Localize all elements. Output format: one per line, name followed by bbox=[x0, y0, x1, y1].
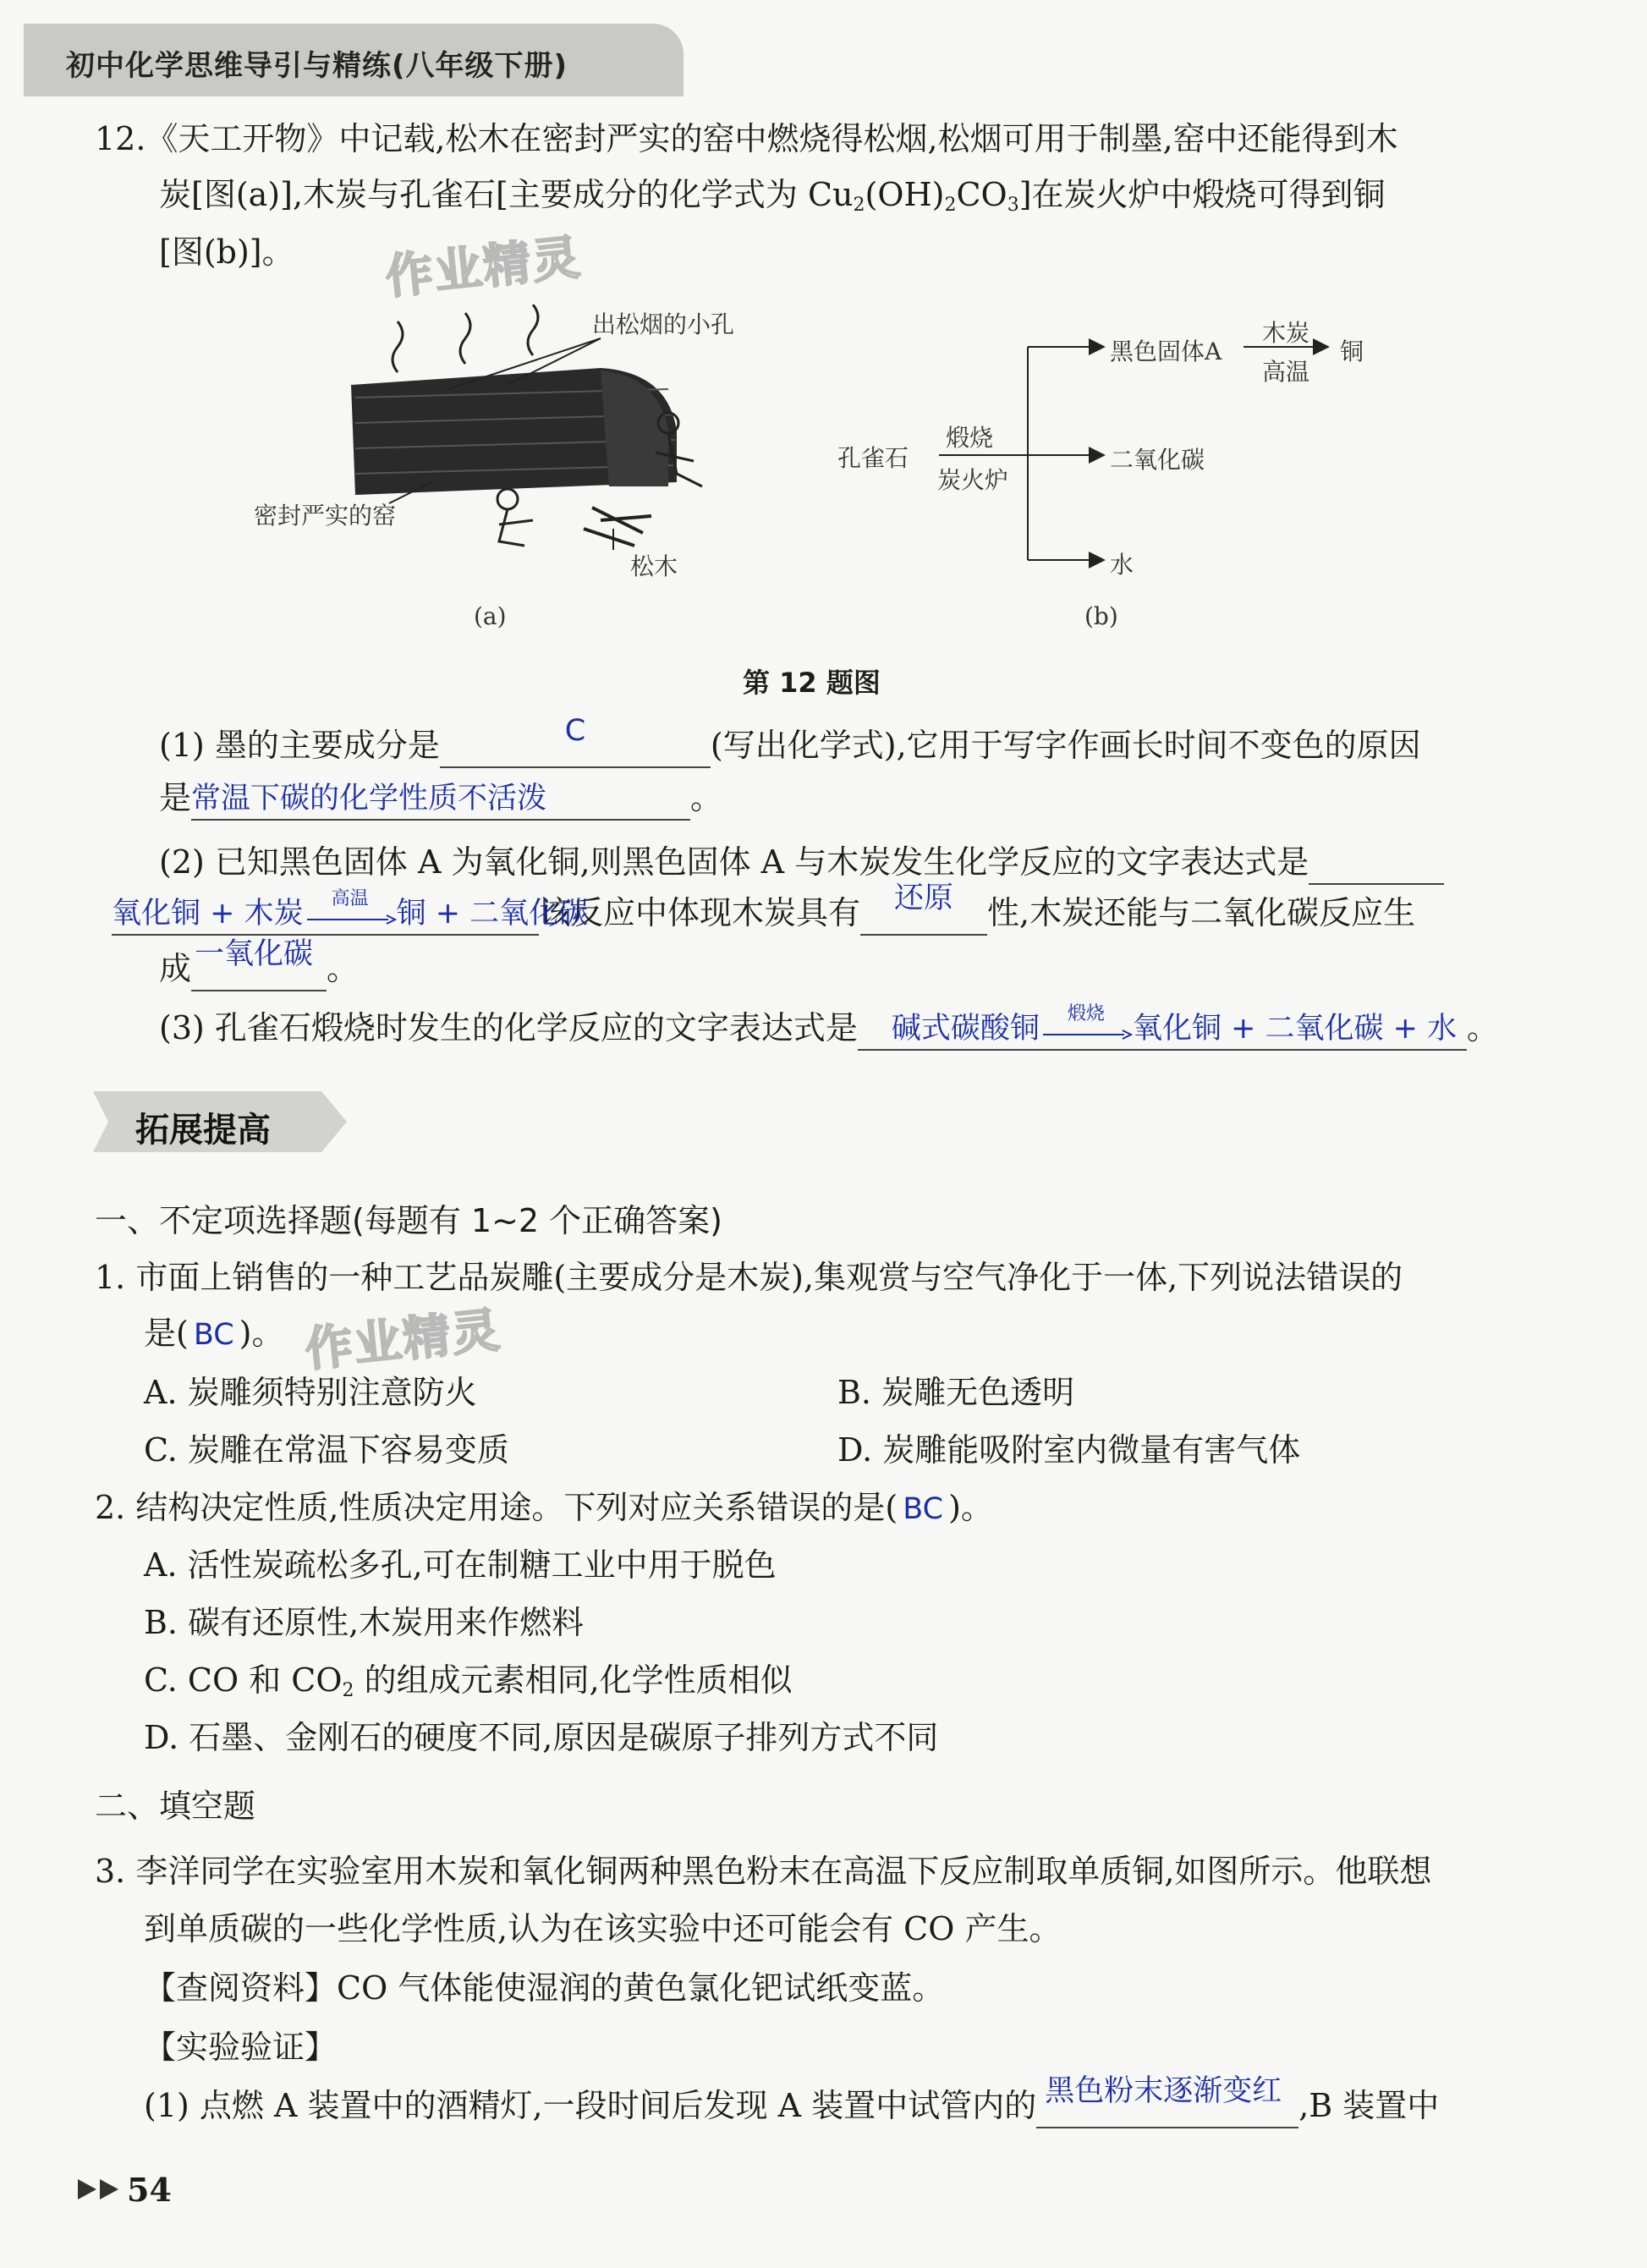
q2-option-b: B. 碳有还原性,木炭用来作燃料 bbox=[144, 1604, 585, 1641]
flow-product-co2: 二氧化碳 bbox=[1110, 446, 1205, 474]
q12-part3-line: (3) 孔雀石煅烧时发生的化学反应的文字表达式是 碱式碳酸铜 煅烧 氧化铜 + 二氧化碳 + 水 。 bbox=[159, 1005, 1499, 1051]
q1-stem-line2: 是( BC )。 bbox=[144, 1315, 284, 1352]
watermark-text: 作业精灵 bbox=[302, 1303, 504, 1378]
book-title: 初中化学思维导引与精练(八年级下册) bbox=[66, 49, 568, 83]
part2-heading: 二、填空题 bbox=[95, 1787, 256, 1825]
q3-reference-info: 【查阅资料】CO 气体能使湿润的黄色氯化钯试纸变蓝。 bbox=[144, 1969, 945, 2007]
watermark-text: 作业精灵 bbox=[382, 230, 585, 305]
page-arrows-icon bbox=[78, 2177, 124, 2201]
q2-stem: 2. 结构决定性质,性质决定用途。下列对应关系错误的是( BC )。 bbox=[95, 1489, 993, 1526]
q12-part1-line1: (1) 墨的主要成分是 C (写出化学式),它用于写字作画长时间不变色的原因 bbox=[159, 722, 1421, 768]
flow-start-malachite: 孔雀石 bbox=[837, 444, 909, 472]
answer-blank-ink-formula: C bbox=[440, 722, 711, 768]
page-header bbox=[24, 24, 684, 96]
q1-stem-line1: 1. 市面上销售的一种工艺品炭雕(主要成分是木炭),集观赏与空气净化于一体,下列说法错误的 bbox=[95, 1259, 1403, 1296]
answer-blank-product: 一氧化碳 bbox=[191, 946, 327, 991]
q1-answer: BC bbox=[193, 1318, 234, 1352]
part1-heading: 一、不定项选择题(每题有 1~2 个正确答案) bbox=[95, 1202, 723, 1239]
q1-option-b: B. 炭雕无色透明 bbox=[837, 1374, 1075, 1411]
q12-intro-line2: 炭[图(a)],木炭与孔雀石[主要成分的化学式为 $Cu_2(OH)_2CO_3$]在炭火炉中煅烧可得到铜 bbox=[159, 176, 1386, 216]
label-sealed-kiln: 密封严实的窑 bbox=[254, 502, 397, 530]
section-title: 拓展提高 bbox=[135, 1111, 271, 1150]
reaction-arrow-calcine: 煅烧 bbox=[1040, 1013, 1133, 1047]
q12-intro-line1: 12.《天工开物》中记载,松木在密封严实的窑中燃烧得松烟,松烟可用于制墨,窑中还能得到木 bbox=[95, 120, 1398, 157]
reaction-arrow-hightemp: 高温 bbox=[304, 898, 397, 932]
q12-part2-line1: (2) 已知黑色固体 A 为氧化铜,则黑色固体 A 与木炭发生化学反应的文字表达式是 bbox=[159, 839, 1444, 885]
q2-option-a: A. 活性炭疏松多孔,可在制糖工业中用于脱色 bbox=[144, 1546, 777, 1584]
figure-a-caption: (a) bbox=[474, 602, 507, 630]
label-smoke-hole: 出松烟的小孔 bbox=[592, 310, 735, 338]
flow-cond-furnace: 炭火炉 bbox=[937, 466, 1009, 494]
q12-part1-line2: 是常温下碳的化学性质不活泼 。 bbox=[159, 775, 722, 821]
page-number: 54 bbox=[127, 2171, 172, 2209]
answer-blank-equation-1: 氧化铜 + 木炭 高温 铜 + 二氧化碳 bbox=[112, 890, 539, 936]
figure-b-caption: (b) bbox=[1084, 602, 1118, 630]
q3-stem-line2: 到单质碳的一些化学性质,认为在该实验中还可能会有 CO 产生。 bbox=[144, 1910, 1062, 1947]
kiln-illustration bbox=[321, 305, 761, 592]
label-pine-wood: 松木 bbox=[630, 552, 678, 580]
q12-part2-line3: 成 一氧化碳 。 bbox=[159, 946, 359, 991]
q12-part2-line2: 氧化铜 + 木炭 高温 铜 + 二氧化碳该反应中体现木炭具有 还原 性,木炭还能与二氧化碳反应生 bbox=[112, 890, 1415, 936]
q3-experiment-heading: 【实验验证】 bbox=[144, 2029, 338, 2066]
q1-option-a: A. 炭雕须特别注意防火 bbox=[144, 1374, 477, 1411]
flow-product-black-solid-a: 黑色固体A bbox=[1110, 338, 1222, 365]
q2-answer: BC bbox=[903, 1492, 944, 1526]
flow-a-cond-hightemp: 高温 bbox=[1262, 358, 1310, 386]
answer-blank-reason: 常温下碳的化学性质不活泼 bbox=[191, 775, 690, 821]
q1-option-d: D. 炭雕能吸附室内微量有害气体 bbox=[837, 1431, 1301, 1469]
q1-option-c: C. 炭雕在常温下容易变质 bbox=[144, 1431, 509, 1469]
flow-cond-calcine: 煅烧 bbox=[946, 424, 994, 452]
q12-intro-line3: [图(b)]。 bbox=[159, 233, 294, 271]
answer-blank-observation: 黑色粉末逐渐变红 bbox=[1036, 2083, 1298, 2128]
q3-part1: (1) 点燃 A 装置中的酒精灯,一段时间后发现 A 装置中试管内的 黑色粉末逐渐变红 ,B 装置中 bbox=[144, 2083, 1439, 2128]
q3-stem-line1: 3. 李洋同学在实验室用木炭和氧化铜两种黑色粉末在高温下反应制取单质铜,如图所示。他联想 bbox=[95, 1853, 1432, 1890]
q2-option-c: C. CO 和 $CO_2$ 的组成元素相同,化学性质相似 bbox=[144, 1661, 793, 1701]
figure-caption: 第 12 题图 bbox=[743, 667, 881, 699]
answer-blank-equation-2: 碱式碳酸铜 煅烧 氧化铜 + 二氧化碳 + 水 bbox=[858, 1005, 1467, 1051]
flow-product-water: 水 bbox=[1110, 551, 1134, 579]
flow-product-copper: 铜 bbox=[1340, 338, 1364, 365]
answer-blank-property: 还原 bbox=[860, 890, 987, 936]
flow-a-cond-charcoal: 木炭 bbox=[1262, 319, 1310, 347]
q2-option-d: D. 石墨、金刚石的硬度不同,原因是碳原子排列方式不同 bbox=[144, 1719, 939, 1756]
